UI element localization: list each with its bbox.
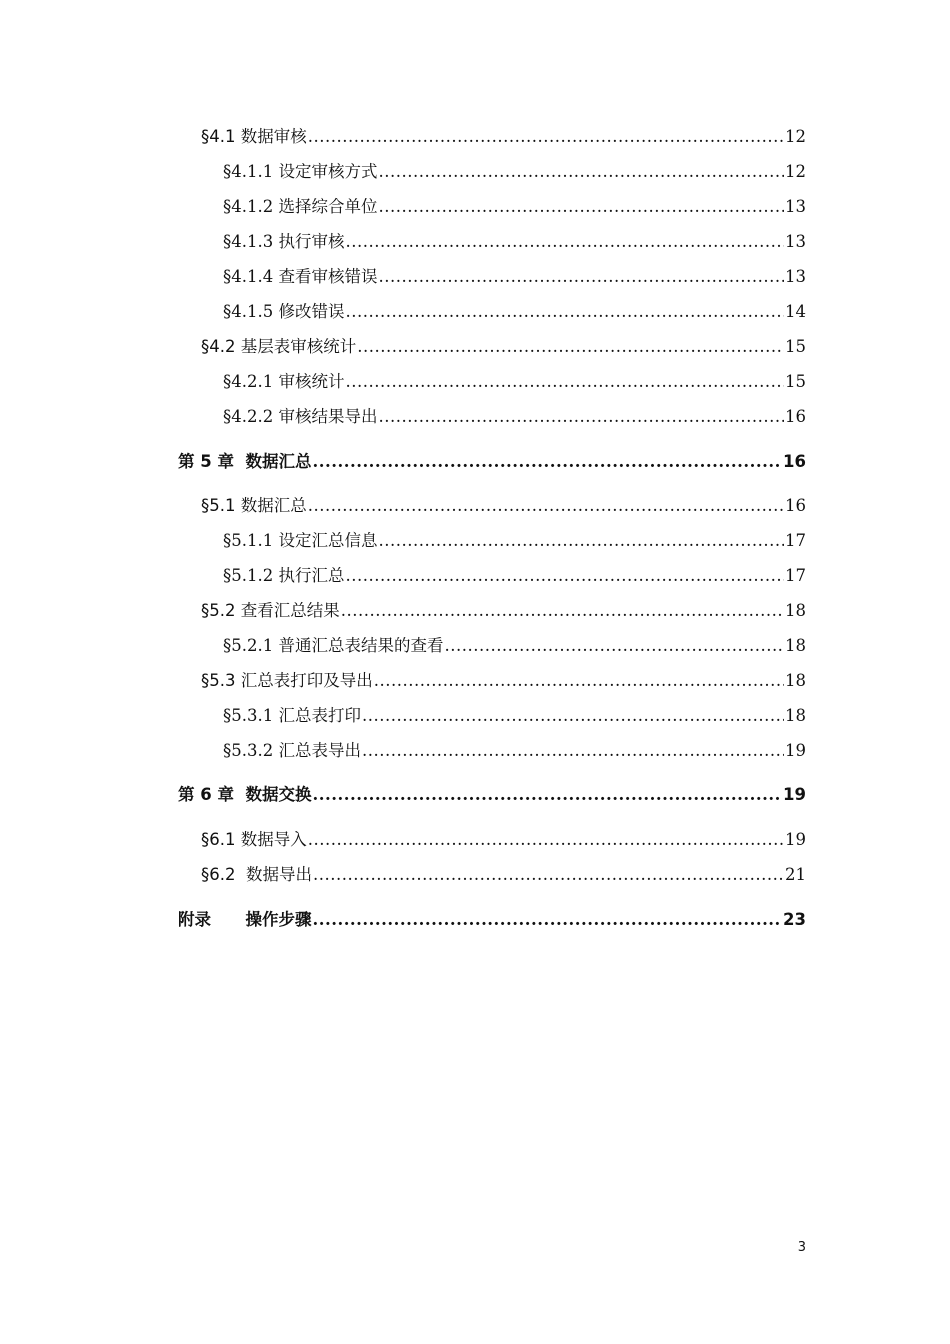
toc-entry-title: 数据汇总	[235, 496, 307, 515]
toc-entry[interactable]	[201, 489, 806, 517]
toc-entry-page: 21	[785, 865, 806, 884]
toc-entry-page: 18	[785, 671, 806, 690]
toc-entry-title: 普通汇总表结果的查看	[273, 636, 444, 655]
page-number: 3	[797, 1240, 806, 1255]
toc-entry-page: 19	[783, 785, 806, 804]
toc-entry-title: 设定汇总信息	[273, 531, 378, 550]
toc-entry-page: 18	[785, 706, 806, 725]
dot-leader	[362, 705, 784, 727]
toc-entry[interactable]	[223, 734, 806, 762]
toc-entry[interactable]	[223, 295, 806, 323]
toc-entry[interactable]	[201, 330, 806, 358]
toc-entry[interactable]	[201, 120, 806, 148]
toc-entry-number: §5.1.2	[223, 566, 274, 585]
toc-entry-page: 18	[785, 636, 806, 655]
toc-entry-number: §5.3.2	[223, 741, 274, 760]
toc-entry-number: §4.1.5	[223, 302, 274, 321]
dot-leader	[357, 336, 784, 358]
toc-entry-title: 数据导出	[235, 865, 312, 884]
toc-entry-page: 13	[785, 232, 806, 251]
toc-entry-title: 设定审核方式	[273, 162, 378, 181]
toc-entry[interactable]	[223, 190, 806, 218]
dot-leader	[308, 495, 784, 517]
toc-entry-number: 第 6 章	[178, 785, 234, 804]
toc-entry[interactable]	[178, 445, 806, 473]
toc-entry-page: 17	[785, 531, 806, 550]
dot-leader	[345, 565, 784, 587]
toc-entry-title: 汇总表打印及导出	[235, 671, 373, 690]
dot-leader	[444, 635, 784, 657]
toc-entry-page: 13	[785, 197, 806, 216]
toc-entry-number: §4.1.4	[223, 267, 274, 286]
dot-leader	[308, 829, 784, 851]
toc-entry[interactable]	[201, 594, 806, 622]
toc-entry-number: §5.3	[201, 671, 236, 690]
toc-entry-number: §4.1.3	[223, 232, 274, 251]
dot-leader	[378, 196, 784, 218]
toc-entry-number: §5.1	[201, 496, 236, 515]
toc-entry[interactable]	[223, 365, 806, 393]
toc-entry-number: 附录	[178, 910, 211, 929]
toc-entry-page: 17	[785, 566, 806, 585]
toc-entry-page: 16	[785, 407, 806, 426]
toc-entry-page: 18	[785, 601, 806, 620]
toc-entry-page: 15	[785, 337, 806, 356]
toc-entry-page: 15	[785, 372, 806, 391]
toc-entry[interactable]	[201, 858, 806, 886]
toc-entry-page: 13	[785, 267, 806, 286]
dot-leader	[378, 406, 784, 428]
toc-entry-page: 19	[785, 741, 806, 760]
dot-leader	[312, 784, 782, 806]
toc-entry-page: 16	[785, 496, 806, 515]
toc-entry[interactable]	[223, 155, 806, 183]
toc-entry[interactable]	[178, 778, 806, 806]
toc-entry-title: 汇总表导出	[273, 741, 361, 760]
toc-entry[interactable]	[178, 903, 806, 931]
toc-entry-title: 数据汇总	[233, 452, 312, 471]
toc-entry-title: 修改错误	[273, 302, 345, 321]
toc-entry-number: §4.1.1	[223, 162, 274, 181]
toc-entry-number: §5.2.1	[223, 636, 274, 655]
toc-entry-title: 数据导入	[235, 830, 307, 849]
dot-leader	[341, 600, 784, 622]
toc-entry-title: 操作步骤	[211, 910, 312, 929]
toc-entry-title: 数据审核	[235, 127, 307, 146]
toc-entry[interactable]	[223, 629, 806, 657]
toc-entry-number: §4.2.1	[223, 372, 274, 391]
dot-leader	[308, 126, 784, 148]
toc-entry-number: 第 5 章	[178, 452, 234, 471]
dot-leader	[345, 371, 784, 393]
toc-entry[interactable]	[223, 699, 806, 727]
toc-entry-title: 基层表审核统计	[235, 337, 357, 356]
dot-leader	[312, 909, 782, 931]
toc-entry-page: 16	[783, 452, 806, 471]
toc-entry-page: 12	[785, 127, 806, 146]
toc-entry-number: §6.2	[201, 865, 236, 884]
toc-entry-number: §5.3.1	[223, 706, 274, 725]
toc-entry-number: §6.1	[201, 830, 236, 849]
toc-entry-number: §4.1	[201, 127, 236, 146]
toc-entry-number: §4.2	[201, 337, 236, 356]
toc-entry[interactable]	[223, 524, 806, 552]
toc-entry-page: 19	[785, 830, 806, 849]
toc-entry-page: 14	[785, 302, 806, 321]
toc-entry-page: 12	[785, 162, 806, 181]
dot-leader	[345, 231, 784, 253]
toc-entry-page: 23	[783, 910, 806, 929]
dot-leader	[345, 301, 784, 323]
toc-entry-title: 选择综合单位	[273, 197, 378, 216]
dot-leader	[362, 740, 784, 762]
toc-entry-number: §4.1.2	[223, 197, 274, 216]
toc-entry-title: 查看汇总结果	[235, 601, 340, 620]
toc-entry-title: 执行汇总	[273, 566, 345, 585]
toc-entry-title: 审核统计	[273, 372, 345, 391]
dot-leader	[378, 530, 784, 552]
toc-entry[interactable]	[223, 400, 806, 428]
toc-entry-title: 审核结果导出	[273, 407, 378, 426]
dot-leader	[312, 451, 782, 473]
toc-entry[interactable]	[201, 823, 806, 851]
dot-leader	[378, 266, 784, 288]
dot-leader	[378, 161, 784, 183]
toc-entry[interactable]	[223, 225, 806, 253]
toc-entry-number: §5.2	[201, 601, 236, 620]
toc-entry-number: §4.2.2	[223, 407, 274, 426]
toc-entry-number: §5.1.1	[223, 531, 274, 550]
toc-entry-title: 数据交换	[233, 785, 312, 804]
toc-entry-title: 汇总表打印	[273, 706, 361, 725]
dot-leader	[374, 670, 784, 692]
toc-entry[interactable]	[223, 559, 806, 587]
dot-leader	[313, 864, 784, 886]
toc-entry[interactable]	[201, 664, 806, 692]
toc-entry-title: 执行审核	[273, 232, 345, 251]
toc-entry-title: 查看审核错误	[273, 267, 378, 286]
toc-entry[interactable]	[223, 260, 806, 288]
